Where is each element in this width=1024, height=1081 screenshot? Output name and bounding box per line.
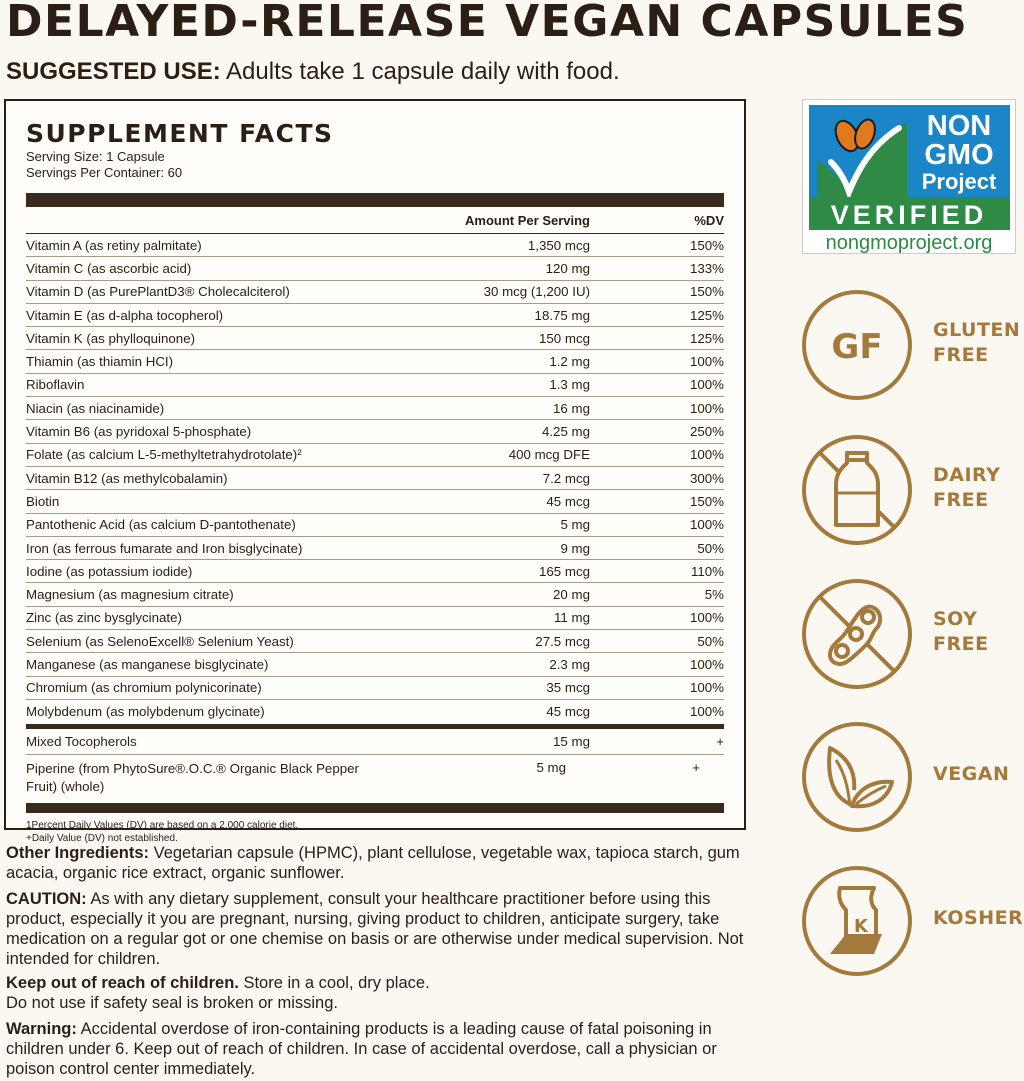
gf-mark: GF — [831, 327, 883, 367]
nutrient-dv: 150% — [689, 493, 724, 509]
nutrient-row — [26, 560, 724, 583]
nutrient-dv: 50% — [697, 540, 724, 556]
amount-column-label: Amount Per Serving — [465, 212, 590, 228]
nutrient-dv: 100% — [689, 517, 724, 533]
nutrient-name: Vitamin D (as PurePlantD3® Cholecalciterol) — [26, 284, 290, 300]
nutrient-amount: 4.25 mg — [541, 424, 590, 440]
kosher-icon — [800, 864, 914, 978]
nutrient-name: Vitamin K (as phylloquinone) — [26, 330, 196, 346]
dairy-label: DAIRY — [933, 464, 1001, 486]
supplement-facts-panel — [4, 99, 746, 845]
nutrient-name: Folate (as calcium L-5-methyltetrahydrotolate)² — [26, 447, 302, 463]
facts-column-header — [26, 207, 724, 234]
suggested-use-text: Adults take 1 capsule daily with food. — [226, 58, 620, 85]
nutrient-amount: 400 mcg DFE — [508, 447, 590, 463]
nutrient-amount: 1.2 mg — [549, 354, 590, 370]
nutrient-row — [26, 630, 724, 653]
warning-label: Warning: — [6, 1020, 77, 1038]
caution — [6, 889, 746, 969]
nutrient-amount: 27.5 mcg — [535, 633, 590, 649]
nutrient-name: Vitamin C (as ascorbic acid) — [26, 260, 192, 276]
nutrient-row — [26, 304, 724, 327]
nutrient-row — [26, 281, 724, 304]
nutrient-amount: 150 mcg — [539, 330, 590, 346]
nutrient-row — [26, 374, 724, 397]
nutrient-name: Vitamin B12 (as methylcobalamin) — [26, 470, 228, 486]
nutrient-dv: 100% — [689, 400, 724, 416]
nutrient-name: Mixed Tocopherols — [26, 734, 137, 750]
non-gmo-logo-icon — [803, 100, 1015, 253]
nutrient-dv: 300% — [689, 470, 724, 486]
nutrient-row — [26, 729, 724, 755]
badge-kosher — [800, 864, 1024, 978]
other-ingredients — [6, 843, 746, 883]
gf-icon — [800, 288, 914, 402]
nutrient-dv: 110% — [690, 563, 724, 579]
soy-label: SOY — [933, 608, 978, 630]
nutrient-row — [26, 755, 724, 801]
nutrient-amount: 120 mg — [545, 260, 590, 276]
nutrient-amount: 15 mg — [553, 734, 590, 750]
gmo-non-text: NON — [926, 110, 992, 142]
nutrient-row — [26, 514, 724, 537]
vegan-label: VEGAN — [933, 763, 1010, 785]
nutrient-row — [26, 420, 724, 443]
caution-label: CAUTION: — [6, 890, 87, 908]
page-title: DELAYED-RELEASE VEGAN CAPSULES — [6, 0, 969, 47]
badge-vegan — [800, 720, 1024, 834]
nutrient-row — [26, 700, 724, 722]
nutrient-row — [26, 537, 724, 560]
nutrient-row — [26, 350, 724, 373]
nutrient-row — [26, 327, 724, 350]
nutrient-dv: 125% — [689, 330, 724, 346]
nutrient-dv: 100% — [689, 610, 724, 626]
nutrient-amount: 7.2 mcg — [542, 470, 590, 486]
nutrient-dv: 133% — [689, 260, 724, 276]
nutrient-amount: 5 mg — [560, 517, 590, 533]
dairy-free-icon — [800, 433, 914, 547]
nutrient-dv: 100% — [689, 656, 724, 672]
servings-per-container: Servings Per Container: 60 — [26, 165, 183, 180]
badge-gluten-free — [800, 288, 1024, 402]
nutrient-amount: 35 mcg — [546, 680, 590, 696]
nutrient-row — [26, 490, 724, 513]
nutrient-name: Vitamin B6 (as pyridoxal 5-phosphate) — [26, 424, 252, 440]
nutrient-dv: 150% — [689, 284, 724, 300]
footnote-dv: 1Percent Daily Values (DV) are based on a 2,000 calorie diet. — [26, 820, 299, 832]
storage-line2: Do not use if safety seal is broken or missing. — [6, 994, 338, 1012]
vegan-leaf-icon — [800, 720, 914, 834]
nutrient-name: Riboflavin — [26, 377, 85, 393]
nutrient-row — [26, 257, 724, 280]
nutrient-dv: 125% — [689, 307, 724, 323]
suggested-use — [6, 58, 620, 86]
nutrient-row — [26, 234, 724, 257]
nutrient-row — [26, 677, 724, 700]
badge-soy-free — [800, 577, 1024, 691]
nutrient-row — [26, 583, 724, 606]
gmo-project-text: Project — [921, 169, 997, 194]
nutrient-name: Zinc (as zinc bysglycinate) — [26, 610, 182, 626]
nutrient-name: Biotin — [26, 493, 60, 509]
nutrient-dv: + — [716, 734, 724, 750]
other-ingredients-text: Vegetarian capsule (HPMC), plant cellulose, vegetable wax, tapioca starch, gum acacia, organic rice extract, organic sunflower. — [6, 844, 740, 882]
nutrient-amount: 5 mg — [536, 760, 566, 776]
nutrient-dv: 50% — [697, 633, 724, 649]
gmo-verified-text: VERIFIED — [830, 200, 988, 230]
gmo-gmo-text: GMO — [924, 139, 994, 171]
storage-text: Store in a cool, dry place. — [243, 974, 430, 992]
nutrient-amount: 18.75 mg — [534, 307, 590, 323]
other-ingredients-label: Other Ingredients: — [6, 844, 150, 862]
nutrient-dv: 100% — [689, 680, 724, 696]
nutrient-name: Niacin (as niacinamide) — [26, 400, 165, 416]
nutrient-row — [26, 653, 724, 676]
soy-free-icon — [800, 577, 914, 691]
nutrient-name: Selenium (as SelenoExcell® Selenium Yeast) — [26, 633, 294, 649]
nutrient-amount: 20 mg — [553, 587, 590, 603]
nutrient-row — [26, 444, 724, 467]
nutrient-dv: 150% — [689, 237, 724, 253]
nutrient-amount: 2.3 mg — [549, 656, 590, 672]
footnote — [26, 813, 724, 845]
nutrient-dv: 100% — [689, 447, 724, 463]
nutrient-row — [26, 397, 724, 420]
thick-divider — [26, 193, 724, 207]
nutrient-amount: 1.3 mg — [549, 377, 590, 393]
nutrient-amount: 30 mcg (1,200 IU) — [483, 284, 590, 300]
storage-label: Keep out of reach of children. — [6, 974, 239, 992]
nutrient-name: Piperine (from PhytoSure®.O.C.® Organic Black Pepper Fruit) (whole) — [26, 761, 359, 795]
gmo-url-text: nongmoproject.org — [825, 232, 993, 253]
end-divider — [26, 803, 724, 813]
nutrient-dv: + — [692, 760, 700, 776]
supplement-facts-heading: SUPPLEMENT FACTS — [26, 119, 334, 148]
nutrient-name: Iron (as ferrous fumarate and Iron bisglycinate) — [26, 540, 303, 556]
nutrient-name: Vitamin A (as retiny palmitate) — [26, 237, 202, 253]
nutrient-name: Thiamin (as thiamin HCI) — [26, 354, 174, 370]
nutrient-amount: 16 mg — [553, 400, 590, 416]
nutrient-amount: 45 mcg — [546, 493, 590, 509]
nutrient-dv: 100% — [689, 354, 724, 370]
nutrient-amount: 45 mcg — [546, 703, 590, 719]
storage — [6, 973, 746, 1013]
nutrient-name: Vitamin E (as d-alpha tocopherol) — [26, 307, 224, 323]
nutrient-row — [26, 467, 724, 490]
nutrient-name: Pantothenic Acid (as calcium D-pantothenate) — [26, 517, 296, 533]
nutrient-amount: 1,350 mcg — [527, 237, 590, 253]
soy-free-label: FREE — [933, 633, 989, 655]
nutrient-dv: 5% — [704, 587, 724, 603]
dv-column-label: %DV — [694, 212, 724, 228]
serving-size: Serving Size: 1 Capsule — [26, 149, 165, 164]
kosher-label: KOSHER — [933, 907, 1024, 929]
dairy-free-label: FREE — [933, 489, 989, 511]
nutrient-name: Chromium (as chromium polynicorinate) — [26, 680, 262, 696]
gluten-free-label: FREE — [933, 344, 989, 366]
caution-text: As with any dietary supplement, consult your healthcare practitioner before using this product, especially it you are pregnant, nursing, giving product to children, anticipate surgery, take medication on a regular got or one chemise on basis or are otherwise under medical supervision. Not intended for children. — [6, 890, 744, 968]
badge-dairy-free — [800, 433, 1024, 547]
nutrient-amount: 9 mg — [560, 540, 590, 556]
nutrient-dv: 100% — [689, 703, 724, 719]
gluten-label: GLUTEN — [933, 319, 1021, 341]
nutrient-name: Manganese (as manganese bisglycinate) — [26, 656, 269, 672]
other-nutrient-rows — [26, 729, 724, 801]
nutrient-row — [26, 607, 724, 630]
warning — [6, 1019, 746, 1079]
warning-text: Accidental overdose of iron-containing products is a leading cause of fatal poisoning in children under 6. Keep out of reach of children. In case of accidental overdose, call a physician or poison control center immediately. — [6, 1020, 717, 1078]
nutrient-name: Iodine (as potassium iodide) — [26, 563, 193, 579]
nutrient-amount: 165 mcg — [539, 563, 590, 579]
suggested-use-label: SUGGESTED USE: — [6, 58, 221, 85]
kosher-mark: K — [854, 916, 868, 937]
nutrient-amount: 11 mg — [554, 610, 590, 626]
nutrient-name: Magnesium (as magnesium citrate) — [26, 587, 234, 603]
nutrient-dv: 100% — [689, 377, 724, 393]
non-gmo-badge — [802, 99, 1016, 254]
footnote-not-established: +Daily Value (DV) not established. — [26, 833, 178, 845]
nutrient-name: Molybdenum (as molybdenum glycinate) — [26, 703, 265, 719]
nutrient-rows — [26, 234, 724, 722]
nutrient-dv: 250% — [689, 424, 724, 440]
